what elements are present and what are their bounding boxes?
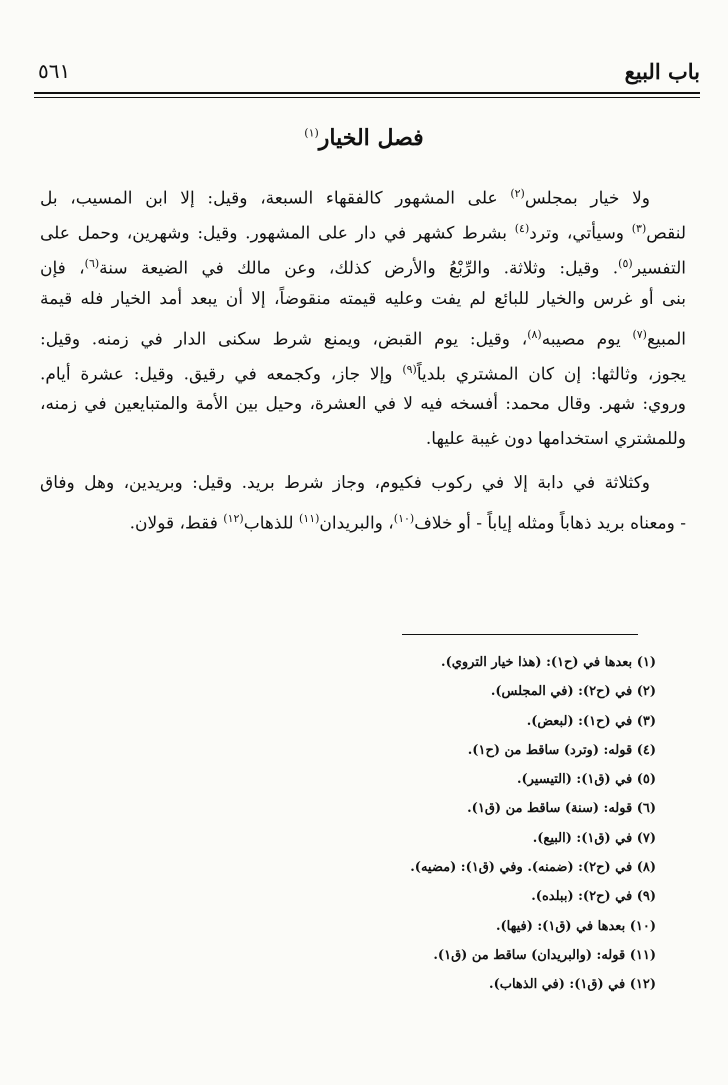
footnote-ref: (٥) bbox=[618, 257, 633, 271]
footnote-ref: (٩) bbox=[402, 362, 417, 376]
footnote-ref: (٧) bbox=[632, 327, 647, 341]
footnote-item: (١١) قوله: (والبريدان) ساقط من (ق١). bbox=[433, 947, 656, 963]
text-run: وللمشتري استخدامها دون غيبة عليها. bbox=[425, 429, 686, 450]
footnote-item: (٧) في (ق١): (البيع). bbox=[532, 830, 656, 846]
footnote-ref: (٤) bbox=[514, 222, 530, 236]
text-run: ولا خيار بمجلس bbox=[524, 188, 651, 209]
text-line bbox=[40, 387, 686, 422]
footnote-ref: (٦) bbox=[84, 257, 100, 271]
text-line bbox=[40, 352, 686, 387]
text-line bbox=[40, 466, 686, 501]
text-run: وروي: شهر. وقال محمد: أفسخه فيه لا في العشرة، وحيل بين الأمة والمتبايعين في زمنه، bbox=[40, 394, 686, 415]
footnote-separator bbox=[402, 634, 638, 635]
text-run: المبيع bbox=[646, 329, 686, 350]
text-run: بنى أو غرس والخيار للبائع لم يفت وعليه قيمته منقوضاً، إلا أن يبعد أمد الخيار فله قيمة bbox=[40, 288, 686, 309]
chapter-title: باب البيع bbox=[624, 59, 700, 84]
text-run: وسيأتي، وترد bbox=[529, 223, 632, 244]
footnote-ref: (١) bbox=[304, 126, 319, 140]
footnotes bbox=[40, 648, 656, 1000]
text-run: لنقص bbox=[646, 223, 687, 244]
text-line bbox=[40, 317, 686, 352]
page-number: ٥٦١ bbox=[38, 59, 71, 83]
footnote-ref: (٨) bbox=[527, 327, 542, 341]
text-line bbox=[40, 422, 686, 457]
main-text bbox=[40, 176, 686, 536]
header-rule-thick bbox=[34, 92, 700, 94]
section-heading bbox=[40, 125, 688, 151]
footnote-item: (٨) في (ح٢): (ضمنه). وفي (ق١): (مضيه). bbox=[410, 860, 656, 876]
footnote-item: (٤) قوله: (وترد) ساقط من (ح١). bbox=[467, 742, 656, 758]
text-line bbox=[40, 282, 686, 317]
footnote-ref: (١٢) bbox=[223, 511, 244, 525]
text-run: ، وقيل: يوم القبض، ويمنع شرط سكنى الدار في زمنه. وقيل: bbox=[40, 329, 528, 350]
footnote-item: (١٢) في (ق١): (في الذهاب). bbox=[489, 977, 656, 993]
header-rule-thin bbox=[34, 97, 700, 98]
footnote-item: (٣) في (ح١): (لبعض). bbox=[526, 713, 656, 729]
text-run: يوم مصيبه bbox=[541, 329, 633, 350]
footnote-item: (٩) في (ح٢): (ببلده). bbox=[531, 889, 656, 905]
footnote-item: (٢) في (ح٢): (في المجلس). bbox=[490, 684, 656, 700]
text-run: فقط، قولان. bbox=[129, 513, 224, 534]
footnote-ref: (٣) bbox=[631, 222, 647, 236]
text-run: بشرط كشهر في دار على المشهور. وقيل: وشهرين، وحمل على bbox=[40, 223, 515, 244]
footnote-ref: (٢) bbox=[510, 187, 525, 200]
text-run: وإلا جاز، وكجمعه في رقيق. وقيل: عشرة أيام. bbox=[40, 364, 403, 385]
text-run: على المشهور كالفقهاء السبعة، وقيل: إلا ابن المسيب، بل bbox=[40, 188, 511, 209]
text-run: - ومعناه بريد ذهاباً ومثله إياباً - أو خلاف bbox=[414, 513, 686, 534]
section-heading-text: فصل الخيار bbox=[318, 125, 424, 151]
text-run: ، فإن bbox=[40, 259, 85, 280]
text-run: وكثلاثة في دابة إلا في ركوب فكيوم، وجاز شرط بريد. وقيل: وبريدين، وهل وفاق bbox=[40, 472, 650, 493]
text-run: يجوز، وثالثها: إن كان المشتري بلدياً bbox=[416, 364, 686, 385]
footnote-item: (٦) قوله: (سنة) ساقط من (ق١). bbox=[467, 801, 656, 817]
text-run: . وقيل: وثلاثة. والرِّبْعُ والأرض كذلك، وعن مالك في الضيعة سنة bbox=[99, 259, 619, 280]
text-line bbox=[40, 176, 686, 211]
text-run: ، والبريدان bbox=[319, 513, 394, 534]
text-run: للذهاب bbox=[243, 513, 299, 534]
text-line bbox=[40, 246, 686, 281]
text-line bbox=[40, 501, 686, 536]
running-header bbox=[34, 55, 700, 89]
footnote-ref: (١١) bbox=[298, 511, 320, 525]
footnote-ref: (١٠) bbox=[393, 511, 415, 525]
text-run: التفسير bbox=[632, 259, 686, 280]
footnote-item: (٥) في (ق١): (التيسير). bbox=[516, 772, 656, 788]
footnote-item: (١٠) بعدها في (ق١): (فيها). bbox=[495, 918, 656, 934]
footnote-item: (١) بعدها في (ح١): (هذا خيار التروي). bbox=[441, 655, 656, 670]
text-line bbox=[40, 211, 686, 246]
